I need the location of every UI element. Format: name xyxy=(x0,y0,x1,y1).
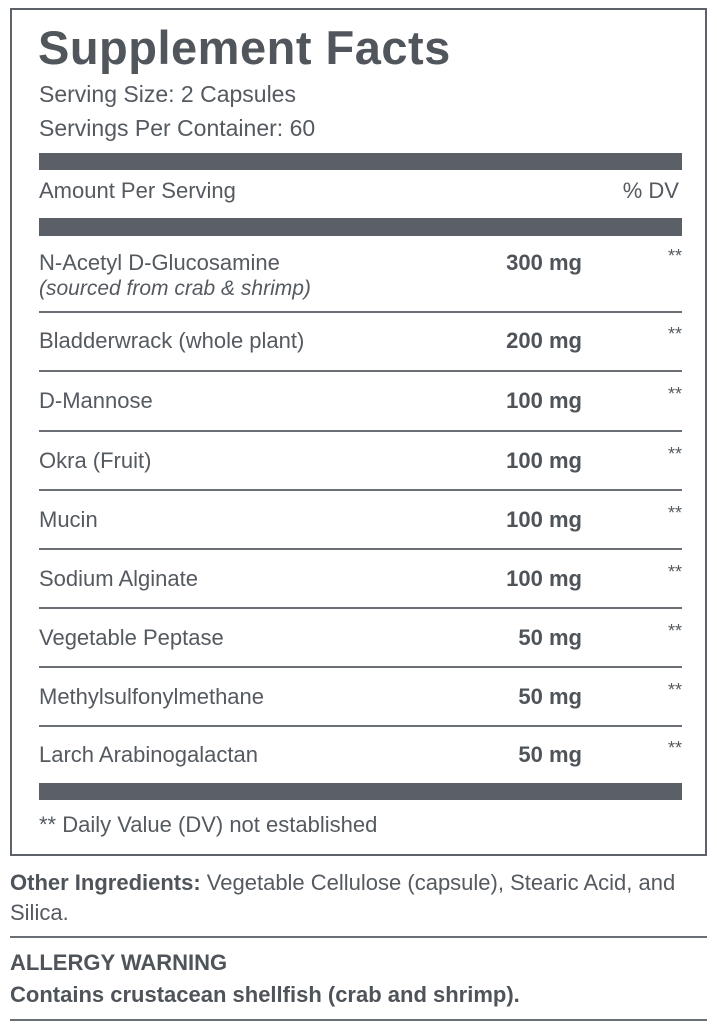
ingredient-dv: ** xyxy=(667,562,682,582)
dv-header: % DV xyxy=(622,178,679,203)
ingredient-amount: 200 mg xyxy=(506,328,582,353)
section-divider xyxy=(10,936,707,938)
servings-per-container: Servings Per Container: 60 xyxy=(39,115,316,141)
ingredient-name: Methylsulfonylmethane xyxy=(39,684,265,709)
allergy-warning-text: Contains crustacean shellfish (crab and shrimp). xyxy=(10,982,520,1007)
row-divider xyxy=(39,548,682,550)
thick-divider-header xyxy=(39,218,682,236)
dv-footnote: ** Daily Value (DV) not established xyxy=(39,812,378,837)
ingredient-name: Vegetable Peptase xyxy=(39,625,224,650)
amount-per-serving-label: Amount Per Serving xyxy=(39,178,236,203)
row-divider xyxy=(39,666,682,668)
panel-title: Supplement Facts xyxy=(38,21,451,74)
ingredient-name: Bladderwrack (whole plant) xyxy=(39,328,305,353)
ingredient-amount: 100 mg xyxy=(506,507,582,532)
row-divider xyxy=(39,430,682,432)
ingredient-dv: ** xyxy=(667,324,682,344)
ingredient-name: Okra (Fruit) xyxy=(39,448,152,473)
row-divider xyxy=(39,370,682,372)
row-divider xyxy=(39,489,682,491)
other-ingredients-label: Other Ingredients: xyxy=(10,870,201,895)
ingredient-amount: 300 mg xyxy=(506,250,582,275)
ingredient-dv: ** xyxy=(667,738,682,758)
allergy-warning-title: ALLERGY WARNING xyxy=(10,950,228,975)
ingredient-source-note: (sourced from crab & shrimp) xyxy=(39,277,311,300)
ingredient-amount: 50 mg xyxy=(518,684,582,709)
ingredient-name: Larch Arabinogalactan xyxy=(39,742,258,767)
ingredient-amount: 50 mg xyxy=(518,625,582,650)
other-ingredients-text: Vegetable Cellulose (capsule), Stearic Acid, and Silica. xyxy=(10,870,676,925)
ingredient-name: D-Mannose xyxy=(39,388,153,413)
ingredient-dv: ** xyxy=(667,503,682,523)
ingredient-amount: 100 mg xyxy=(506,388,582,413)
ingredient-name: Sodium Alginate xyxy=(39,566,198,591)
serving-size: Serving Size: 2 Capsules xyxy=(39,81,296,107)
ingredient-dv: ** xyxy=(667,384,682,404)
bottom-divider xyxy=(10,1019,707,1021)
row-divider xyxy=(39,607,682,609)
row-divider xyxy=(39,311,682,313)
thick-divider-top xyxy=(39,153,682,170)
ingredient-name: N-Acetyl D-Glucosamine xyxy=(39,250,280,275)
ingredient-amount: 50 mg xyxy=(518,742,582,767)
other-ingredients xyxy=(10,868,700,928)
supplement-facts-panel xyxy=(10,8,707,856)
ingredient-dv: ** xyxy=(667,246,682,266)
ingredient-dv: ** xyxy=(667,621,682,641)
row-divider xyxy=(39,725,682,727)
ingredient-name: Mucin xyxy=(39,507,98,532)
ingredient-dv: ** xyxy=(667,444,682,464)
ingredient-dv: ** xyxy=(667,680,682,700)
thick-divider-bottom xyxy=(39,783,682,800)
ingredient-amount: 100 mg xyxy=(506,448,582,473)
ingredient-amount: 100 mg xyxy=(506,566,582,591)
